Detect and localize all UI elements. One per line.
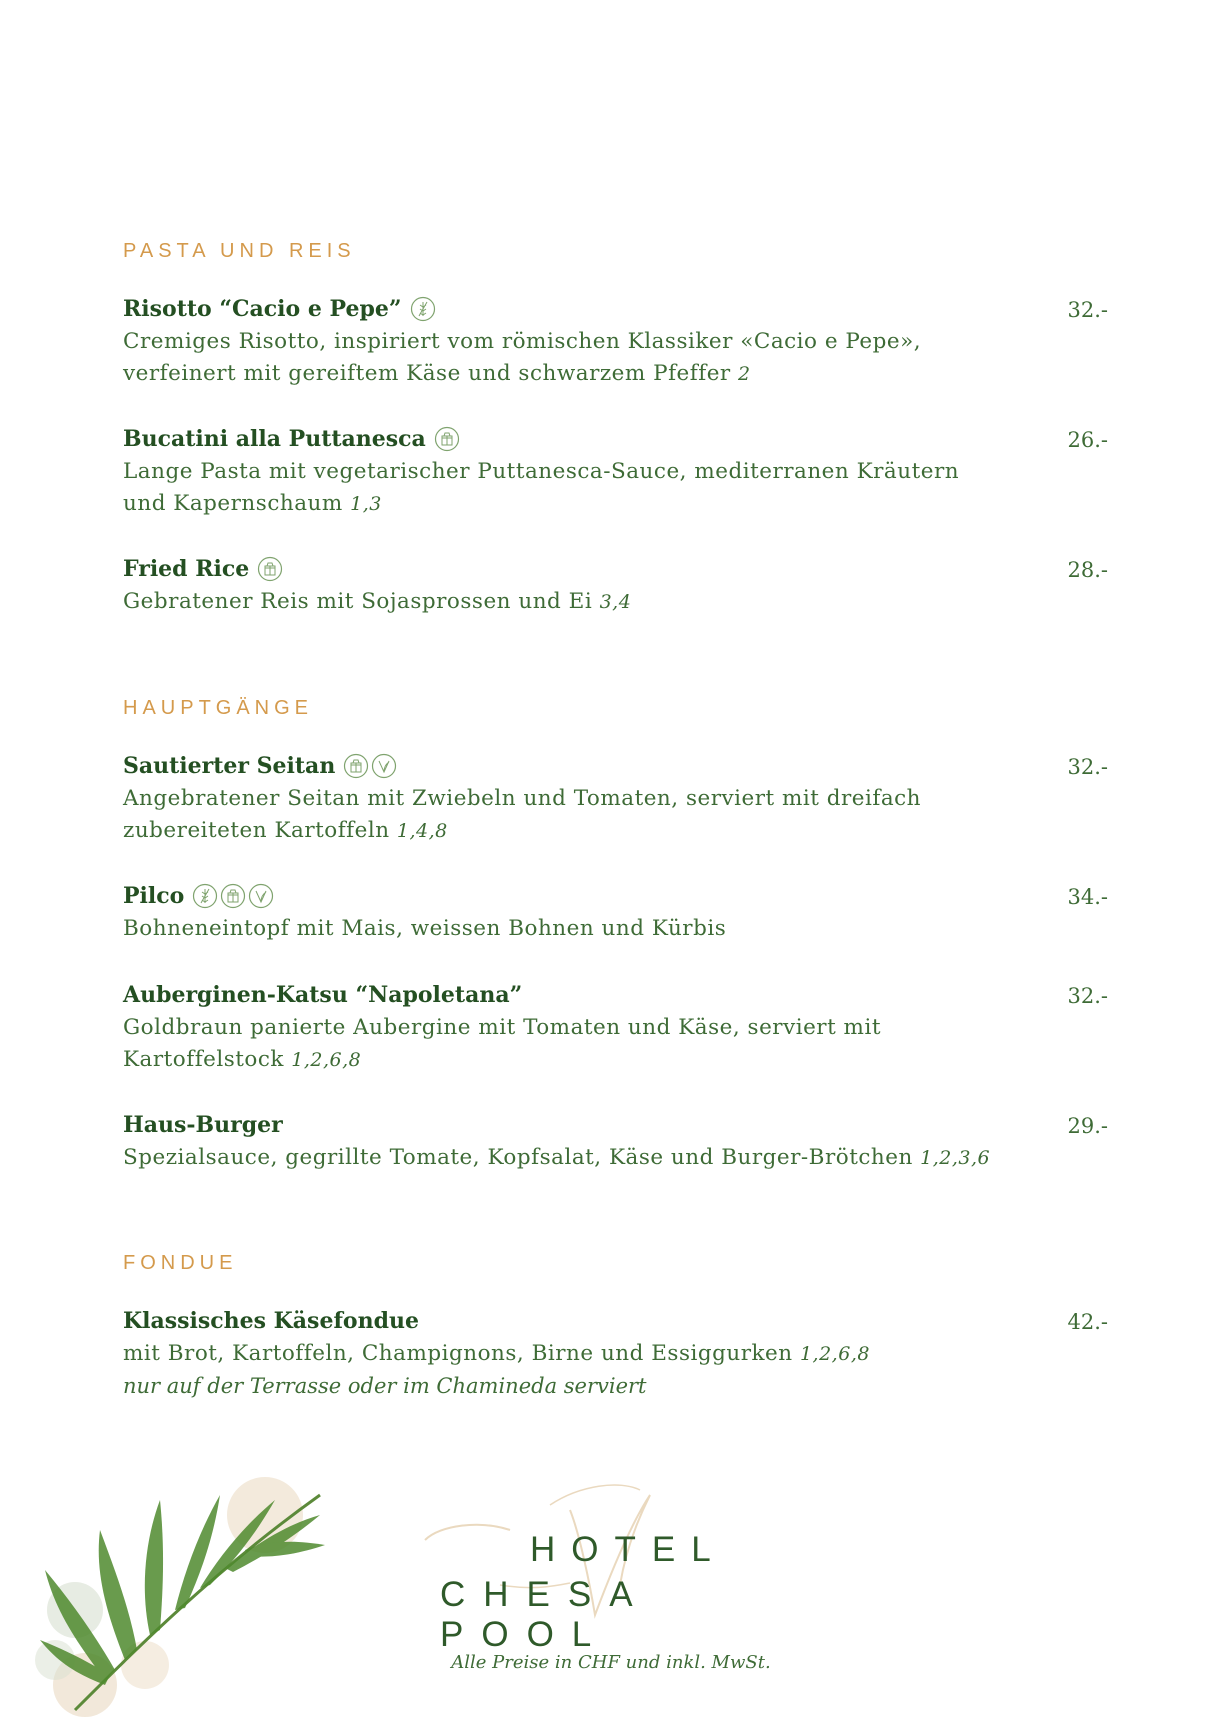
menu-item	[123, 552, 1108, 618]
grain-free-icon	[410, 296, 436, 322]
item-name: Fried Rice	[123, 556, 250, 582]
item-name: Sautierter Seitan	[123, 753, 336, 779]
item-name: Bucatini alla Puttanesca	[123, 426, 426, 452]
diet-icons	[257, 556, 283, 582]
desc-line: Spezialsauce, gegrillte Tomate, Kopfsalat, Käse und Burger-Brötchen	[123, 1145, 913, 1170]
item-name: Auberginen-Katsu “Napoletana”	[123, 982, 523, 1008]
menu-item	[123, 978, 1108, 1076]
item-note: nur auf der Terrasse oder im Chamineda serviert	[123, 1374, 647, 1398]
allergen-codes: 3,4	[599, 591, 632, 613]
item-price: 42.-	[1067, 1310, 1108, 1334]
desc-line: Goldbraun panierte Aubergine mit Tomaten und Käse, serviert mit	[123, 1015, 881, 1040]
item-price: 32.-	[1067, 984, 1108, 1008]
hotel-logo	[420, 1475, 820, 1654]
desc-line: zubereiteten Kartoffeln	[123, 818, 390, 843]
item-price: 34.-	[1067, 885, 1108, 909]
logo-hotel-text: HOTEL	[530, 1530, 727, 1569]
vegetarian-box-icon	[343, 753, 369, 779]
desc-line: Gebratener Reis mit Sojasprossen und Ei	[123, 589, 593, 614]
allergen-codes: 1,2,6,8	[799, 1343, 870, 1365]
vegan-leaf-icon	[371, 753, 397, 779]
desc-line: Lange Pasta mit vegetarischer Puttanesca-Sauce, mediterranen Kräutern	[123, 459, 960, 484]
palm-leaf-decoration	[35, 1460, 335, 1725]
menu-item	[123, 749, 1108, 847]
desc-line: verfeinert mit gereiftem Käse und schwarzem Pfeffer	[123, 361, 731, 386]
price-note: Alle Preise in CHF und inkl. MwSt.	[451, 1652, 771, 1673]
desc-line: Cremiges Risotto, inspiriert vom römischen Klassiker «Cacio e Pepe»,	[123, 329, 922, 354]
item-price: 29.-	[1067, 1114, 1108, 1138]
desc-line: Kartoffelstock	[123, 1047, 284, 1072]
diet-icons	[192, 883, 274, 909]
diet-icons	[343, 753, 397, 779]
menu-item	[123, 879, 1108, 945]
item-name: Haus-Burger	[123, 1112, 283, 1138]
desc-line: Angebratener Seitan mit Zwiebeln und Tomaten, serviert mit dreifach	[123, 786, 922, 811]
menu-item	[123, 292, 1108, 390]
vegan-leaf-icon	[248, 883, 274, 909]
item-price: 26.-	[1067, 428, 1108, 452]
vegetarian-box-icon	[434, 426, 460, 452]
vegetarian-box-icon	[257, 556, 283, 582]
item-description	[123, 1142, 1108, 1174]
item-price: 28.-	[1067, 558, 1108, 582]
allergen-codes: 1,2,3,6	[920, 1147, 991, 1169]
item-name: Klassisches Käsefondue	[123, 1308, 419, 1334]
menu-item	[123, 1108, 1108, 1174]
logo-name-text: CHESA POOL	[440, 1575, 649, 1654]
diet-icons	[410, 296, 436, 322]
item-description	[123, 456, 1108, 520]
allergen-codes: 1,2,6,8	[291, 1049, 362, 1071]
diet-icons	[434, 426, 460, 452]
item-price: 32.-	[1067, 755, 1108, 779]
item-price: 32.-	[1067, 298, 1108, 322]
desc-line: Bohneneintopf mit Mais, weissen Bohnen und Kürbis	[123, 916, 727, 941]
desc-line: und Kapernschaum	[123, 491, 343, 516]
section-title-hauptgaenge: HAUPTGÄNGE	[123, 697, 314, 719]
item-name: Risotto “Cacio e Pepe”	[123, 296, 402, 322]
desc-line: mit Brot, Kartoffeln, Champignons, Birne und Essiggurken	[123, 1341, 793, 1366]
item-description	[123, 1338, 1108, 1370]
item-description	[123, 913, 1108, 945]
menu-item	[123, 422, 1108, 520]
item-description	[123, 1012, 1108, 1076]
menu-item	[123, 1304, 1108, 1402]
section-title-fondue: FONDUE	[123, 1252, 238, 1274]
allergen-codes: 1,4,8	[396, 820, 448, 842]
grain-free-icon	[192, 883, 218, 909]
allergen-codes: 1,3	[350, 493, 382, 515]
allergen-codes: 2	[738, 363, 751, 385]
vegetarian-box-icon	[220, 883, 246, 909]
section-title-pasta: PASTA UND REIS	[123, 240, 356, 262]
item-description	[123, 326, 1108, 390]
item-name: Pilco	[123, 883, 185, 909]
item-description	[123, 783, 1108, 847]
item-description	[123, 586, 1108, 618]
